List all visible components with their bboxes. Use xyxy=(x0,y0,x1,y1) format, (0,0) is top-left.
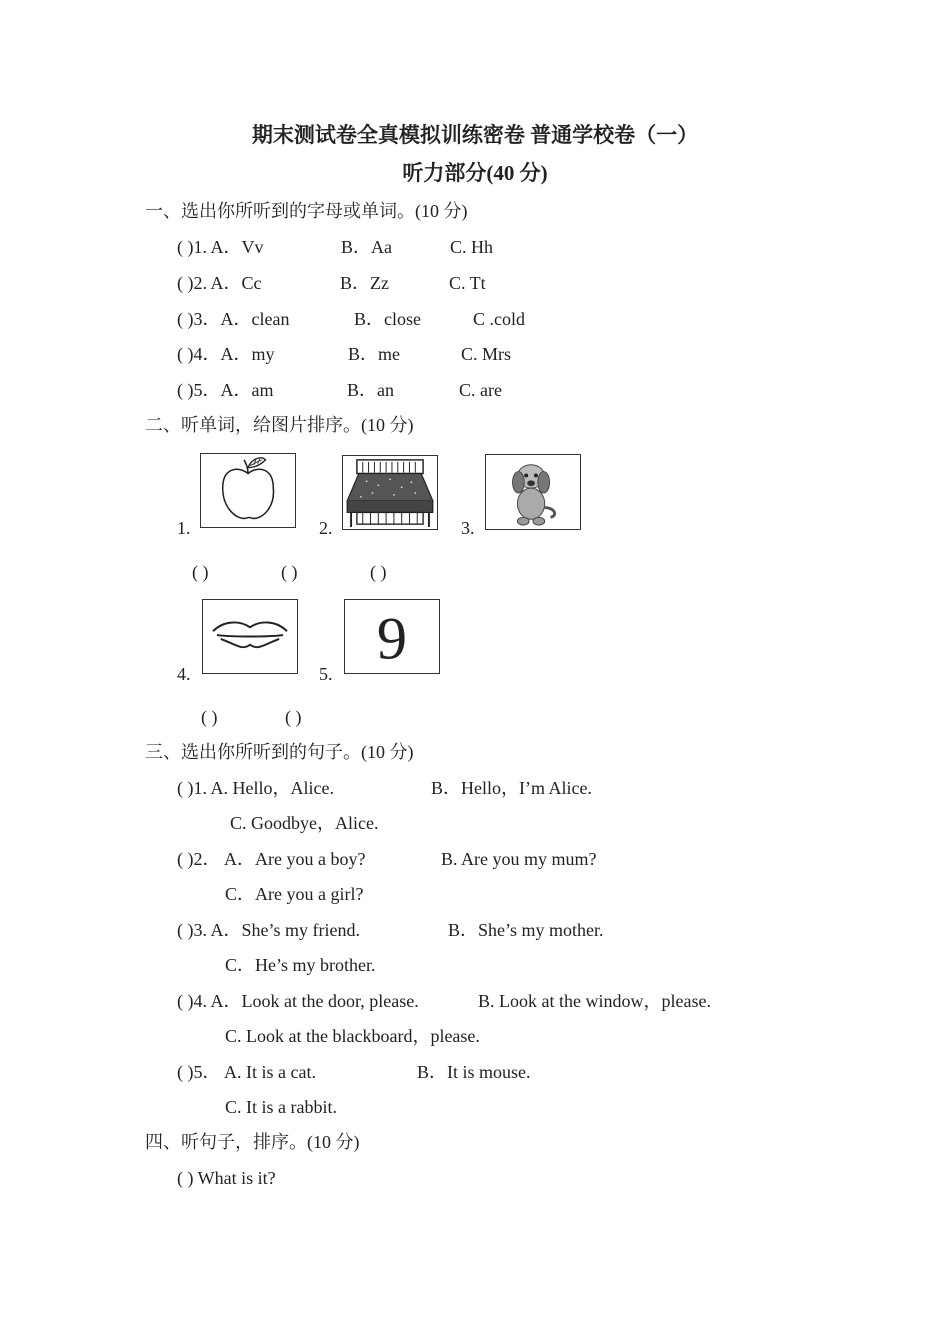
s1-item4-c: C. Mrs xyxy=(461,344,512,364)
s3-item5-c: C. It is a rabbit. xyxy=(225,1097,337,1117)
s3-item2-c: C．Are you a girl? xyxy=(225,884,364,904)
mouth-icon xyxy=(202,599,298,674)
s1-item2-b: B．Zz xyxy=(340,273,389,293)
s1-item2-c: C. Tt xyxy=(449,273,486,293)
pic2-answer-paren: ( ) xyxy=(281,562,298,582)
s1-item5-b: B．an xyxy=(347,380,394,400)
section1-heading: 一、选出你所听到的字母或单词。(10 分) xyxy=(145,201,468,221)
s3-item4-c: C. Look at the blackboard，please. xyxy=(225,1026,480,1046)
section3-heading: 三、选出你所听到的句子。(10 分) xyxy=(145,742,414,762)
s4-item1: ( ) What is it? xyxy=(177,1168,276,1188)
pic3-answer-paren: ( ) xyxy=(370,562,387,582)
s3-item3-c: C．He’s my brother. xyxy=(225,955,376,975)
s3-item1-b: B．Hello，I’m Alice. xyxy=(431,778,592,798)
s1-item1-c: C. Hh xyxy=(450,237,494,257)
s1-item5-c: C. are xyxy=(459,380,502,400)
s3-item4-a: ( )4. A．Look at the door, please. xyxy=(177,991,419,1011)
s3-item3-b: B．She’s my mother. xyxy=(448,920,604,940)
s1-item3-c: C .cold xyxy=(473,309,525,329)
pic5-answer-paren: ( ) xyxy=(285,707,302,727)
s3-item3-a: ( )3. A．She’s my friend. xyxy=(177,920,360,940)
s3-item5-a: ( )5． A. It is a cat. xyxy=(177,1062,316,1082)
s1-item1-a: ( )1. A．Vv xyxy=(177,237,264,257)
pic2-label: 2. xyxy=(319,518,333,538)
s3-item1-c: C. Goodbye，Alice. xyxy=(230,813,379,833)
pic4-answer-paren: ( ) xyxy=(201,707,218,727)
pic5-label: 5. xyxy=(319,664,333,684)
s1-item3-a: ( )3．A．clean xyxy=(177,309,290,329)
dog-icon xyxy=(485,454,581,530)
section2-heading: 二、听单词，给图片排序。(10 分) xyxy=(145,415,414,435)
page-subtitle: 听力部分(40 分) xyxy=(402,161,548,185)
apple-icon xyxy=(200,453,296,528)
nine-digit: 9 xyxy=(376,605,408,673)
pic3-label: 3. xyxy=(461,518,475,538)
nine-icon xyxy=(344,599,440,674)
s3-item2-a: ( )2． A．Are you a boy? xyxy=(177,849,366,869)
bed-icon xyxy=(342,455,438,530)
pic4-label: 4. xyxy=(177,664,191,684)
s1-item2-a: ( )2. A．Cc xyxy=(177,273,262,293)
section4-heading: 四、听句子，排序。(10 分) xyxy=(145,1132,360,1152)
s3-item2-b: B. Are you my mum? xyxy=(441,849,597,869)
pic1-answer-paren: ( ) xyxy=(192,562,209,582)
s1-item4-b: B．me xyxy=(348,344,400,364)
pic1-label: 1. xyxy=(177,518,191,538)
s1-item1-b: B．Aa xyxy=(341,237,392,257)
s1-item3-b: B．close xyxy=(354,309,421,329)
s3-item1-a: ( )1. A. Hello，Alice. xyxy=(177,778,334,798)
page-title: 期末测试卷全真模拟训练密卷 普通学校卷（一） xyxy=(251,123,699,147)
s3-item5-b: B．It is mouse. xyxy=(417,1062,531,1082)
s1-item5-a: ( )5．A．am xyxy=(177,380,274,400)
s3-item4-b: B. Look at the window，please. xyxy=(478,991,711,1011)
s1-item4-a: ( )4．A．my xyxy=(177,344,275,364)
